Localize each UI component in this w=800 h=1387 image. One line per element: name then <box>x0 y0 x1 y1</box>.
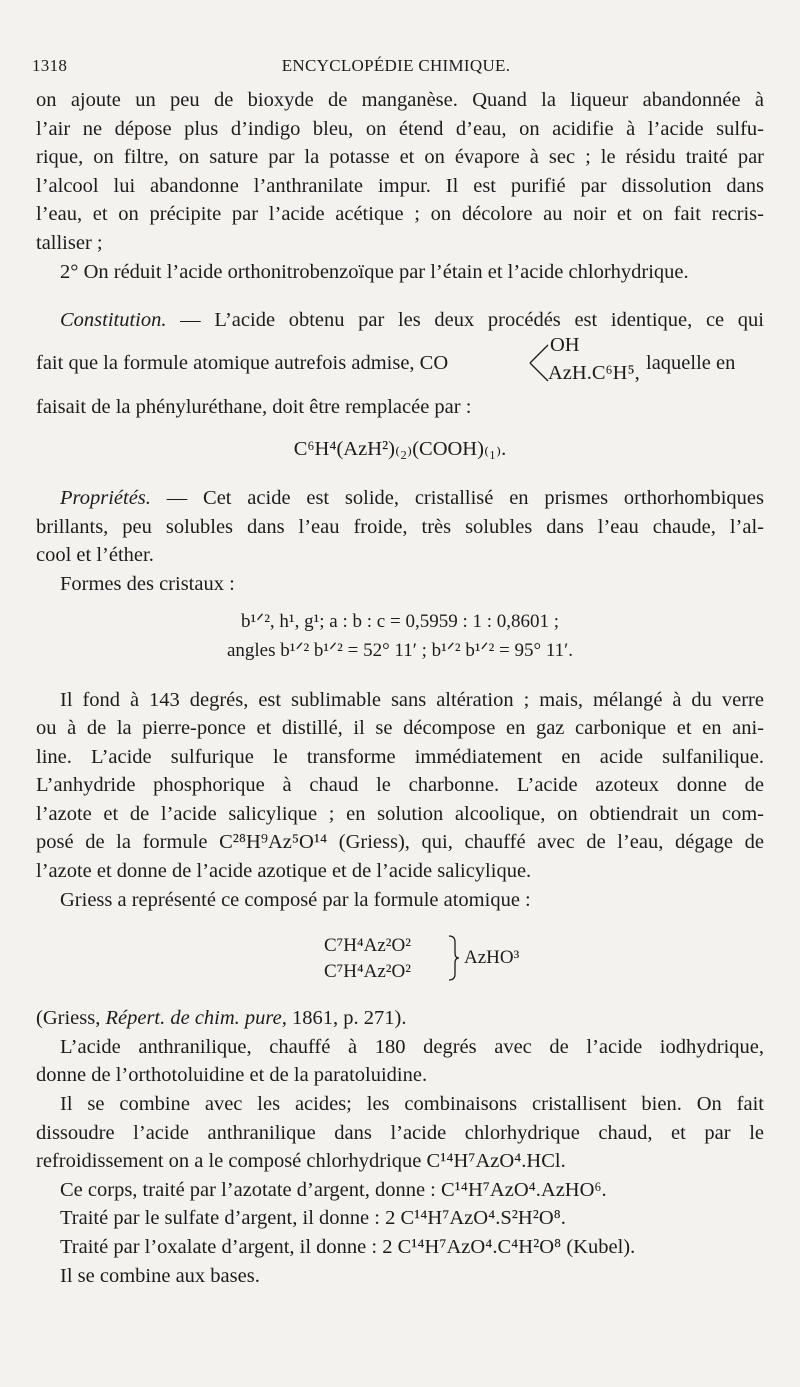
proprietes-heading: Propriétés. <box>60 486 151 509</box>
paragraph-bases: Il se combine aux bases. <box>60 1264 260 1287</box>
paragraph-iodhydrique <box>36 1033 764 1090</box>
text-line: Il fond à 143 degrés, est sublimable sans altération ; mais, mélangé à du verre <box>60 688 764 711</box>
citation-prefix: (Griess, <box>36 1007 106 1030</box>
text-line: cool et l’éther. <box>36 544 154 567</box>
text-line: l’alcool lui abandonne l’anthranilate impur. Il est purifié par dissolution dans <box>36 174 764 197</box>
brace-formula-right: AzHO³ <box>464 947 520 969</box>
crystal-angles: angles b¹ᐟ² b¹ᐟ² = 52° 11′ ; b¹ᐟ² b¹ᐟ² = 95° 11′. <box>226 639 574 661</box>
text-line: ou à de la pierre-ponce et distillé, il se décompose en gaz carbonique et en ani- <box>36 717 764 740</box>
text-line: on ajoute un peu de bioxyde de manganèse. Quand la liqueur abandonnée à <box>36 89 764 111</box>
curly-brace-icon <box>446 934 460 982</box>
constitution-line-2-left: fait que la formule atomique autrefois admise, CO <box>36 351 449 374</box>
text-line: talliser ; <box>36 231 103 254</box>
text-line: l’azote et donne de l’acide azotique et de l’acide salicylique. <box>36 860 532 883</box>
brace-formula <box>36 930 764 996</box>
running-header <box>32 56 760 82</box>
proprietes-text: — Cet acide est solide, cristallisé en prismes orthorhombiques <box>150 486 764 509</box>
text-line: rique, on filtre, on sature par la potasse et on évapore à sec ; le résidu traité par <box>36 146 764 169</box>
proprietes-line-1 <box>36 484 764 513</box>
brace-formula-line-2: C⁷H⁴Az²O² <box>324 961 411 983</box>
paragraph-oxalate: Traité par l’oxalate d’argent, il donne : 2 C¹⁴H⁷AzO⁴.C⁴H²O⁸ (Kubel). <box>60 1236 636 1258</box>
brace-formula-line-1: C⁷H⁴Az²O² <box>324 935 411 957</box>
paragraph-acids <box>36 1090 764 1176</box>
citation-suffix: 1861, p. 271). <box>286 1007 407 1030</box>
citation <box>36 1004 764 1033</box>
constitution-text: — L’acide obtenu par les deux procédés est identique, ce qui <box>166 309 764 332</box>
text-line: brillants, peu solubles dans l’eau froide, très solubles dans l’eau chaude, l’al- <box>36 515 764 538</box>
running-title: ENCYCLOPÉDIE CHIMIQUE. <box>281 56 511 75</box>
paragraph-preparation <box>36 86 764 258</box>
constitution-formula: C⁶H⁴(AzH²)₍₂₎(COOH)₍₁₎. <box>293 438 507 461</box>
constitution-line-2-right: laquelle en <box>646 351 736 374</box>
text-line: Il se combine avec les acides; les combinaisons cristallisent bien. On fait <box>60 1093 764 1116</box>
text-line: refroidissement on a le composé chlorhydrique C¹⁴H⁷AzO⁴.HCl. <box>36 1150 566 1173</box>
text-line: dissoudre l’acide anthranilique dans l’acide chlorhydrique chaud, et par le <box>36 1121 764 1144</box>
text-line: l’eau, et on précipite par l’acide acétique ; on décolore au noir et on fait recris- <box>36 203 764 226</box>
body-text <box>36 86 764 1290</box>
paragraph-method-2: 2° On réduit l’acide orthonitrobenzoïque par l’étain et l’acide chlorhydrique. <box>60 260 689 283</box>
formula-bottom: AzH.C⁶H⁵, <box>548 361 640 384</box>
paragraph-sulfate: Traité par le sulfate d’argent, il donne : 2 C¹⁴H⁷AzO⁴.S²H²O⁸. <box>60 1207 566 1230</box>
constitution-line-3: faisait de la phényluréthane, doit être remplacée par : <box>36 395 472 418</box>
paragraph-azotate: Ce corps, traité par l’azotate d’argent, donne : C¹⁴H⁷AzO⁴.AzHO⁶. <box>60 1178 607 1201</box>
constitution-heading: Constitution. <box>60 309 167 332</box>
citation-journal: Répert. de chim. pure, <box>105 1007 287 1030</box>
text-line: donne de l’orthotoluidine et de la paratoluidine. <box>36 1064 428 1087</box>
text-line: L’acide anthranilique, chauffé à 180 degrés avec de l’acide iodhydrique, <box>60 1035 764 1058</box>
text-line: l’azote et de l’acide salicylique ; en solution alcoolique, on obtiendrait un com- <box>36 802 764 825</box>
text-line: L’anhydride phosphorique à chaud le charbonne. L’acide azoteux donne de <box>36 774 764 797</box>
crystal-parameters: b¹ᐟ², h¹, g¹; a : b : c = 0,5959 : 1 : 0,8601 ; <box>240 611 560 633</box>
paragraph-melting <box>36 686 764 886</box>
constitution-formula-line <box>36 335 764 393</box>
text-line: Formes des cristaux : <box>60 572 235 595</box>
branched-formula <box>502 335 650 393</box>
text-line: line. L’acide sulfurique le transforme immédiatement en acide sulfanilique. <box>36 745 764 768</box>
formula-branch-lines <box>528 341 550 385</box>
constitution-line-1 <box>36 306 764 335</box>
text-line: l’air ne dépose plus d’indigo bleu, on étend d’eau, on acidifie à l’acide sulfu- <box>36 117 764 140</box>
page-number: 1318 <box>32 56 68 75</box>
text-line: posé de la formule C²⁸H⁹Az⁵O¹⁴ (Griess), qui, chauffé avec de l’eau, dégage de <box>36 831 764 854</box>
formula-top: OH <box>550 333 580 356</box>
paragraph-griess: Griess a représenté ce composé par la formule atomique : <box>60 888 531 911</box>
